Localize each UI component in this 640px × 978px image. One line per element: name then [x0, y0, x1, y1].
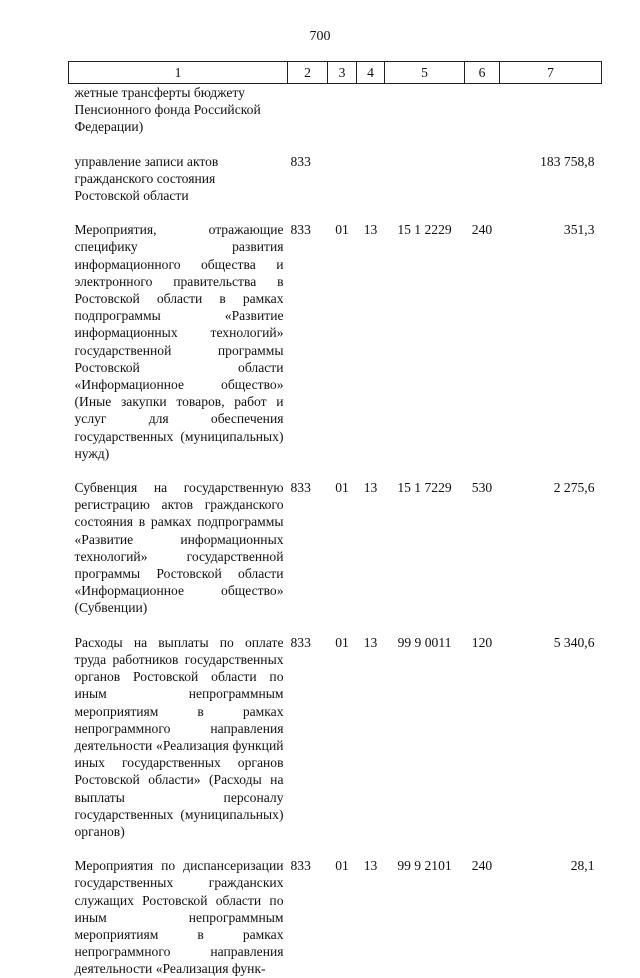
row-target-code: 99 9 0011: [397, 634, 452, 650]
row-amount: 351,3: [563, 222, 595, 238]
row-description: управление записи актов гражданского состояния Ростовской области: [74, 153, 219, 204]
row-section-code: 01: [335, 858, 349, 874]
row-subsection-code: [357, 84, 385, 153]
row-ministry-code: 833: [290, 634, 311, 650]
row-description: жетные трансферты бюджету Пенсионного фонда Российской Федерации): [74, 85, 261, 135]
column-header-2: 2: [288, 62, 328, 84]
column-header-7: 7: [500, 62, 602, 84]
row-subsection-code: 13: [363, 222, 378, 238]
table-row: [69, 153, 602, 222]
row-expense-type-code: 530: [471, 480, 493, 496]
page-number: 700: [309, 29, 331, 44]
column-header-1: 1: [69, 62, 288, 84]
row-amount: 2 275,6: [553, 480, 595, 496]
row-target-code: 15 1 7229: [397, 480, 452, 496]
row-description: Мероприятия по диспансеризации государственных гражданских служащих Ростовской области по иным непрограммным мероприятиям в рамках непрограммного направления деятельности «Реализация функ-: [74, 858, 284, 977]
row-expense-type-code: [465, 84, 500, 153]
row-section-code: 01: [335, 480, 349, 496]
row-subsection-code: 13: [363, 634, 378, 650]
row-expense-type-code: 240: [471, 222, 493, 238]
column-header-4: 4: [357, 62, 385, 84]
row-section-code: [328, 84, 357, 153]
row-ministry-code: 833: [290, 858, 311, 874]
row-section-code: 01: [335, 222, 349, 238]
row-subsection-code: 13: [363, 858, 378, 874]
row-description: Расходы на выплаты по оплате труда работников государственных органов Ростовской области по иным непрограммным мероприятиям в рамках непрограммного направления деятельности «Реализация функций иных государственных органов Ростовской области» (Расходы на выплаты персоналу государственных (муниципальных) органов): [74, 634, 284, 839]
column-header-5: 5: [385, 62, 465, 84]
table-row: [69, 479, 602, 634]
row-description: Субвенция на государственную регистрацию актов гражданского состояния в рамках подпрограммы «Развитие информационных технологий» государственной программы Ростовской области «Информационное общество» (Субвенции): [74, 480, 284, 616]
row-target-code: 15 1 2229: [397, 222, 452, 238]
row-amount: 5 340,6: [553, 634, 595, 650]
table-row: [69, 84, 602, 153]
row-expense-type-code: [465, 153, 500, 222]
row-subsection-code: 13: [363, 480, 378, 496]
row-ministry-code: [288, 84, 328, 153]
row-section-code: [328, 153, 357, 222]
row-amount: [500, 84, 602, 153]
row-section-code: 01: [335, 634, 349, 650]
row-ministry-code: 833: [290, 480, 311, 496]
table-header-row: [69, 62, 602, 84]
row-expense-type-code: 240: [471, 858, 493, 874]
row-target-code: 99 9 2101: [397, 858, 452, 874]
budget-table: [68, 61, 602, 978]
table-row: [69, 634, 602, 857]
row-ministry-code: 833: [290, 153, 311, 169]
row-amount: 28,1: [570, 858, 595, 874]
column-header-6: 6: [465, 62, 500, 84]
row-target-code: [385, 84, 465, 153]
table-row: [69, 857, 602, 977]
row-subsection-code: [357, 153, 385, 222]
row-ministry-code: 833: [290, 222, 311, 238]
row-expense-type-code: 120: [471, 634, 493, 650]
table-row: [69, 221, 602, 479]
row-description: Мероприятия, отражающие специфику развития информационного общества и электронного правительства в Ростовской области в рамках подпрограммы «Развитие информационных технологий» государственной программы Ростовской области «Информационное общество» (Иные закупки товаров, работ и услуг для обеспечения государственных (муниципальных) нужд): [74, 222, 284, 461]
row-target-code: [385, 153, 465, 222]
column-header-3: 3: [328, 62, 357, 84]
row-amount: 183 758,8: [540, 153, 595, 169]
